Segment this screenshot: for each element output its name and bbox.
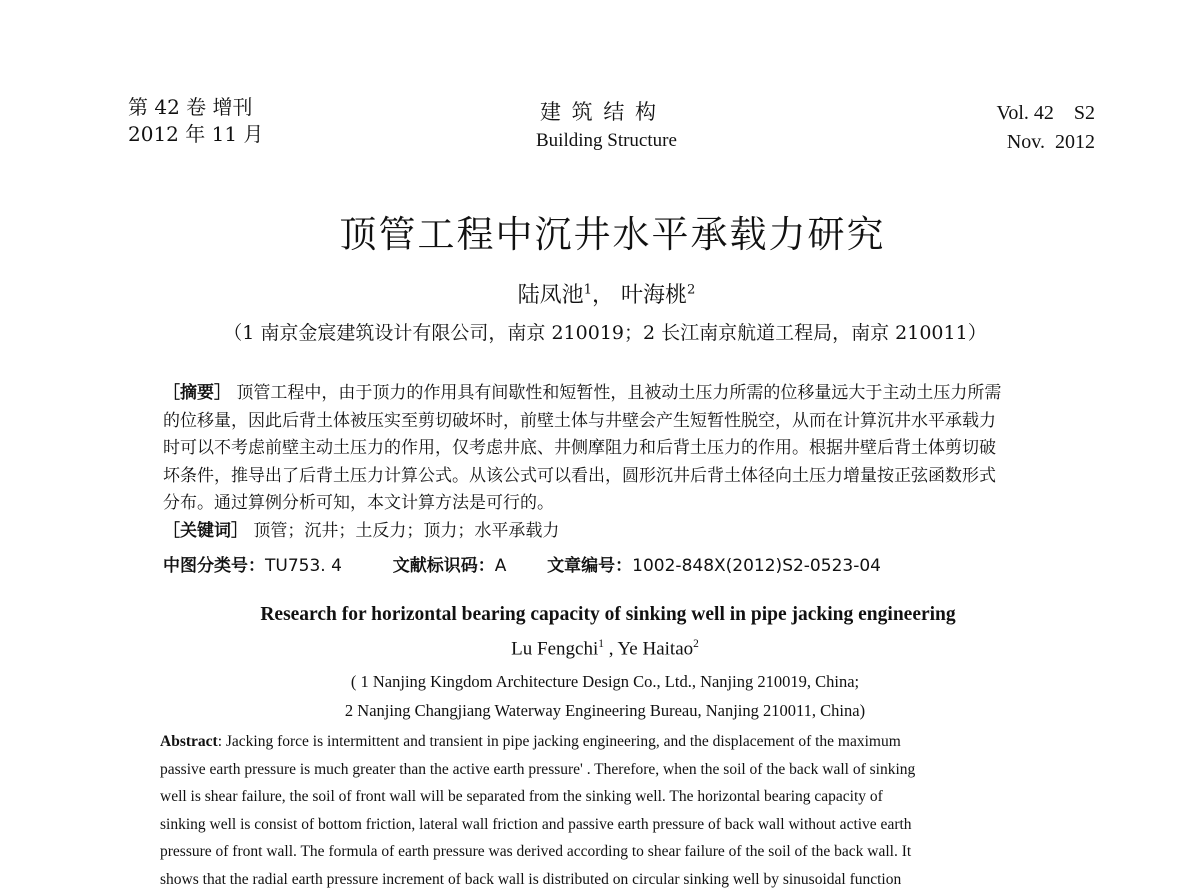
author-1-cn: 陆凤池 [517,283,584,308]
author-1-cn-sup: 1 [583,282,592,298]
article-no-label: 文章编号： [547,556,633,576]
keywords-cn: 顶管；沉井；土反力；顶力；水平承载力 [253,520,560,541]
abstract-label-cn: ［摘要］ [163,383,231,403]
author-1-en-sup: 1 [598,638,604,650]
author-separator-en: , [603,638,618,660]
doc-code-label: 文献标识码： [392,556,495,576]
abstract-en-line-1: Jacking force is intermittent and transient in pipe jacking engineering, and the displacement of the maximum [225,733,901,750]
doc-code-value: A [494,556,507,576]
abstract-cn-line-3: 时可以不考虑前壁主动土压力的作用，仅考虑井底、井侧摩阻力和后背土压力的作用。根据井壁后背土体剪切破 [163,438,996,458]
authors-cn [0,278,1200,309]
author-2-en: Ye Haitao [617,638,694,660]
author-2-en-sup: 2 [693,638,699,650]
classification-line [163,553,881,581]
journal-name-cn: 建 筑 结 构 [540,100,659,124]
article-no-value: 1002-848X(2012)S2-0523-04 [632,556,881,576]
keywords-label-cn: ［关键词］ [163,520,248,541]
abstract-en-line-6: shows that the radial earth pressure increment of back wall is distributed on circular sinking well by sinusoidal function [160,870,902,888]
abstract-cn [163,380,1001,545]
affiliation-en-line-2: 2 Nanjing Changjiang Waterway Engineering Bureau, Nanjing 210011, China) [344,701,866,720]
abstract-cn-line-5: 分布。通过算例分析可知，本文计算方法是可行的。 [163,493,554,513]
abstract-en-line-4: sinking well is consist of bottom friction, lateral wall friction and passive earth pressure of back wall without active earth [160,815,912,833]
journal-name-en: Building Structure [536,130,677,151]
clc-value: TU753. 4 [265,556,342,576]
abstract-en [160,728,915,893]
author-1-en: Lu Fengchi [511,638,599,660]
volume-issue-en: Vol. 42 S2 [996,102,1095,124]
abstract-label-en: Abstract [160,733,218,750]
abstract-en-line-3: well is shear failure, the soil of front wall will be separated from the sinking well. The horizontal bearing capacity of [160,788,883,805]
abstract-cn-line-1: 顶管工程中，由于顶力的作用具有间歇性和短暂性，且被动土压力所需的位移量远大于主动土压力所需 [236,383,1002,403]
abstract-colon-en: : [217,733,226,750]
volume-issue-cn: 第 42 卷 增刊 [128,95,253,119]
authors-en [0,638,1200,660]
abstract-en-line-2: passive earth pressure is much greater than the active earth pressure' . Therefore, when the soil of the back wall of sinking [160,760,916,778]
affiliation-en-line-1: ( 1 Nanjing Kingdom Architecture Design Co., Ltd., Nanjing 210019, China; [350,672,860,691]
abstract-cn-line-4: 坏条件，推导出了后背土压力计算公式。从该公式可以看出，圆形沉井后背土体径向土压力增量按正弦函数形式 [163,465,996,486]
paper-title-en: Research for horizontal bearing capacity of sinking well in pipe jacking engineering [260,604,956,625]
author-separator-cn: ， [591,283,614,308]
abstract-cn-line-2: 的位移量，因此后背土体被压实至剪切破坏时，前壁土体与井壁会产生短暂性脱空，从而在计算沉井水平承载力 [163,410,996,431]
clc-label: 中图分类号： [163,556,265,576]
author-2-cn: 叶海桃 [621,283,688,308]
affiliation-cn: （1 南京金宸建筑设计有限公司，南京 210019；2 长江南京航道工程局，南京 210011） [223,322,987,344]
date-en: Nov. 2012 [1006,131,1095,153]
abstract-en-line-5: pressure of front wall. The formula of earth pressure was derived according to shear failure of the soil of the back wall. It [160,843,912,860]
author-2-cn-sup: 2 [687,282,696,298]
paper-title-cn: 顶管工程中沉井水平承载力研究 [339,213,886,256]
date-cn: 2012 年 11 月 [128,122,264,146]
